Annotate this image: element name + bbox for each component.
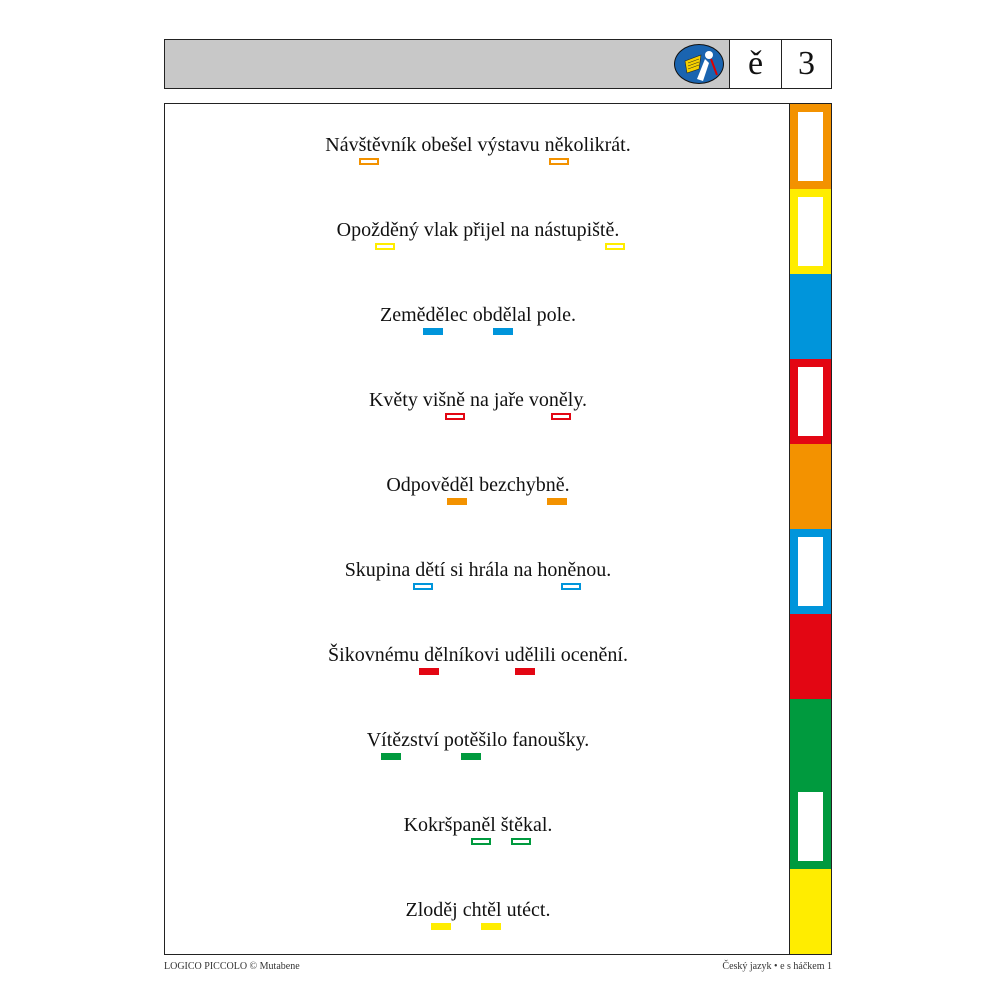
color-marker[interactable] [481, 923, 501, 930]
sentence-text: Návštěvník obešel výstavu několikrát. [325, 134, 631, 156]
color-marker[interactable] [419, 668, 439, 675]
sentence-row [165, 614, 791, 699]
swatch-window [798, 537, 823, 606]
strip-swatch[interactable] [790, 189, 831, 274]
sentence-text: Zemědělec obdělal pole. [379, 304, 576, 326]
color-marker[interactable] [515, 668, 535, 675]
color-marker[interactable] [413, 583, 433, 590]
sentence-text: Vítězství potěšilo fanoušky. [366, 729, 590, 751]
color-marker[interactable] [431, 923, 451, 930]
color-marker[interactable] [461, 753, 481, 760]
sentence-row [165, 104, 791, 189]
color-marker[interactable] [445, 413, 465, 420]
color-marker[interactable] [549, 158, 569, 165]
swatch-window [798, 197, 823, 266]
sentence-row [165, 529, 791, 614]
strip-swatch[interactable] [790, 359, 831, 444]
sentence-text: Odpověděl bezchybně. [386, 474, 570, 496]
swatch-window [798, 112, 823, 181]
sentence-text: Skupina dětí si hrála na honěnou. [344, 559, 612, 581]
swatch-window [798, 792, 823, 861]
strip-swatch[interactable] [790, 529, 831, 614]
sentence-row [165, 444, 791, 529]
color-marker[interactable] [493, 328, 513, 335]
strip-swatch[interactable] [790, 274, 831, 359]
sentence-text: Šikovnému dělníkovi udělili ocenění. [328, 644, 628, 666]
piccolo-logo-icon [674, 44, 724, 84]
strip-swatch[interactable] [790, 869, 831, 954]
sentence-text: Opožděný vlak přijel na nástupiště. [336, 219, 620, 241]
color-marker[interactable] [511, 838, 531, 845]
strip-swatch[interactable] [790, 784, 831, 869]
strip-swatch[interactable] [790, 444, 831, 529]
swatch-window [798, 367, 823, 436]
sentence-list [165, 104, 791, 954]
header-bar [164, 39, 832, 89]
sentence-row [165, 359, 791, 444]
sentence-row [165, 784, 791, 869]
page-number: 3 [781, 40, 831, 88]
color-marker[interactable] [561, 583, 581, 590]
color-marker[interactable] [375, 243, 395, 250]
color-marker[interactable] [381, 753, 401, 760]
sentence-row [165, 869, 791, 954]
sentence-row [165, 699, 791, 784]
color-marker[interactable] [359, 158, 379, 165]
footer-right: Český jazyk • e s háčkem 1 [722, 961, 832, 972]
color-strip [789, 104, 831, 954]
color-marker[interactable] [471, 838, 491, 845]
sentence-text: Kokršpaněl štěkal. [403, 814, 553, 836]
color-marker[interactable] [447, 498, 467, 505]
strip-swatch[interactable] [790, 614, 831, 699]
color-marker[interactable] [551, 413, 571, 420]
logo-cell [669, 40, 729, 88]
sentence-text: Zloděj chtěl utéct. [405, 899, 551, 921]
color-marker[interactable] [547, 498, 567, 505]
color-marker[interactable] [605, 243, 625, 250]
sentence-row [165, 274, 791, 359]
footer-left: LOGICO PICCOLO © Mutabene [164, 961, 300, 972]
strip-swatch[interactable] [790, 699, 831, 784]
sentence-row [165, 189, 791, 274]
sentence-text: Květy višně na jaře voněly. [368, 389, 588, 411]
strip-swatch[interactable] [790, 104, 831, 189]
color-marker[interactable] [423, 328, 443, 335]
header-letter: ě [729, 40, 781, 88]
exercise-frame [164, 103, 832, 955]
